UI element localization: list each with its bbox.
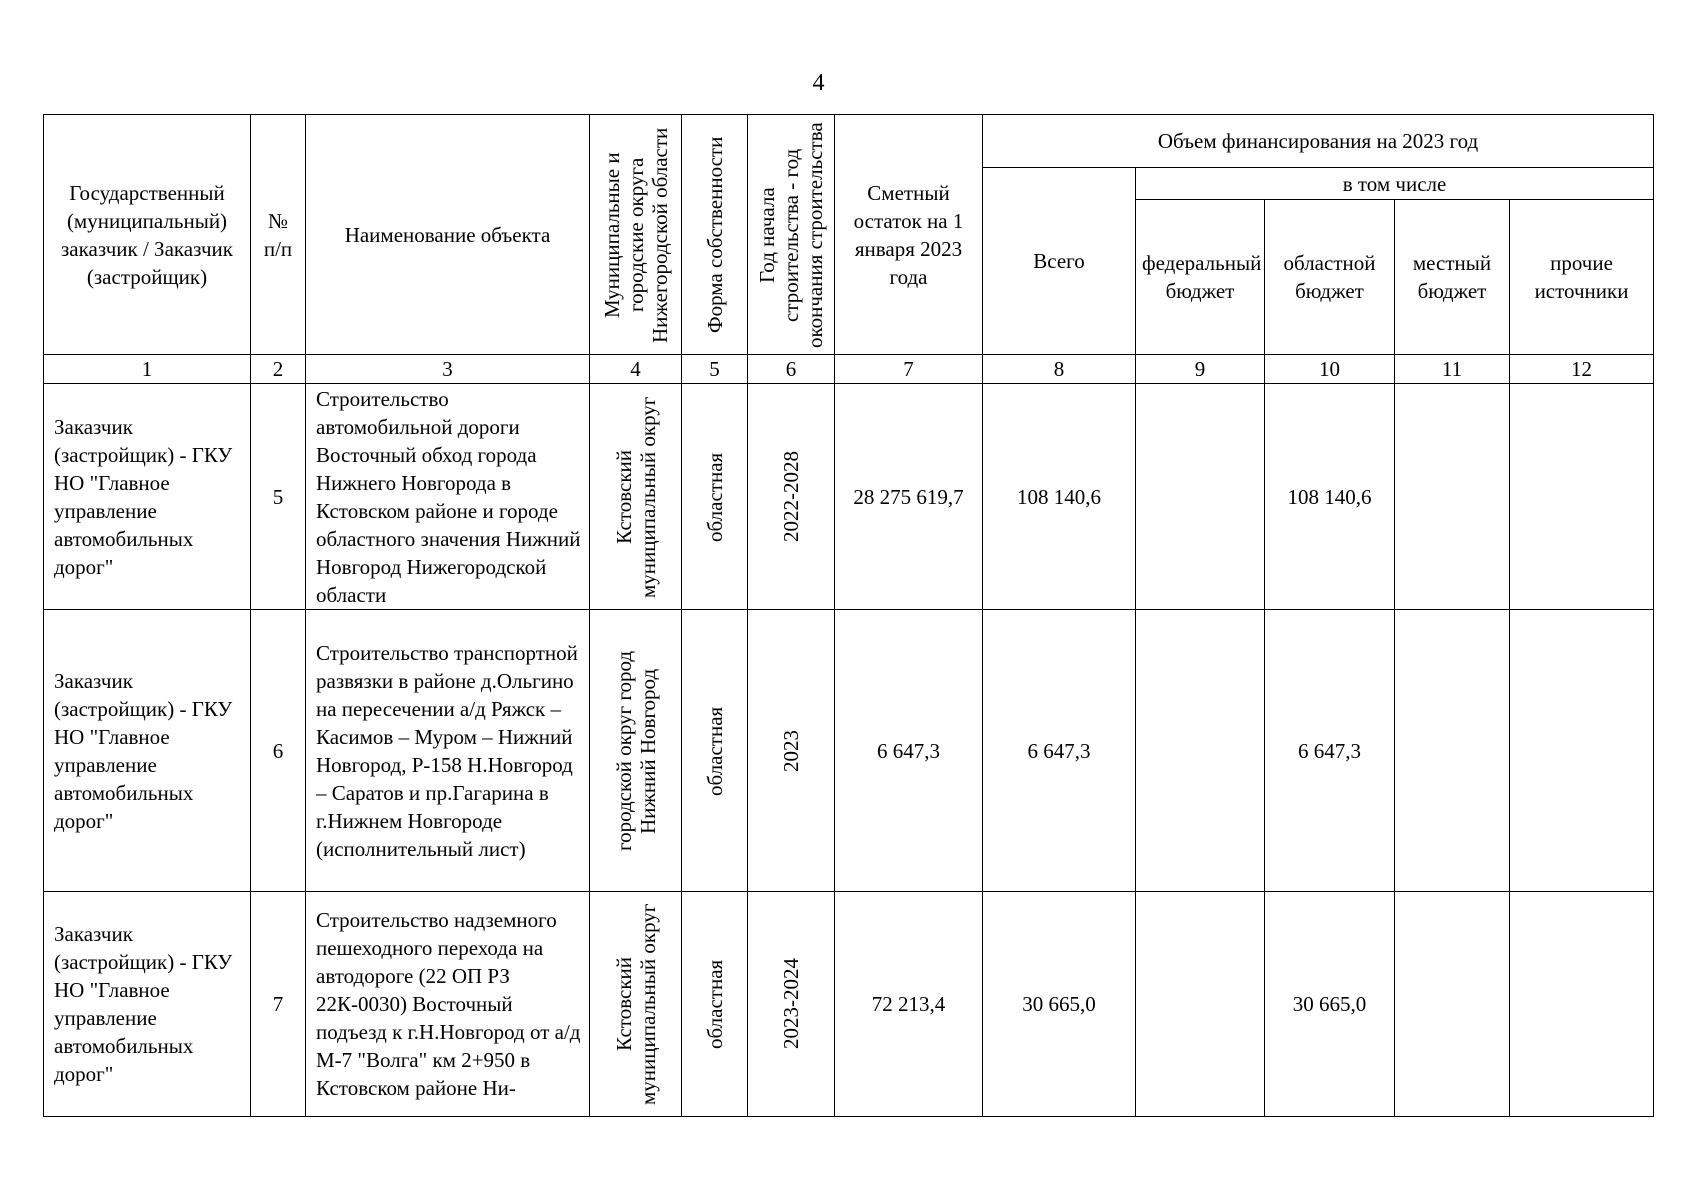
row-object-name: Строительство надземного пешеходного перехода на автодороге (22 ОП РЗ 22К-0030) Восточный подъезд к г.Н.Новгород от а/д М-7 "Волга" км 2+950 в Кстовском районе Ни- <box>306 892 590 1117</box>
column-number: 7 <box>835 355 983 384</box>
header-local: местный бюджет <box>1395 200 1510 355</box>
row-municipality <box>590 384 682 610</box>
header-municipality <box>590 115 682 355</box>
row-object-name: Строительство автомобильной дороги Восточный обход города Нижнего Новгорода в Кстовском районе и городе областного значения Нижний Новгород Нижегородской области <box>306 384 590 610</box>
table-row <box>44 610 1654 892</box>
header-ownership-label: Форма собственности <box>702 136 727 333</box>
row-ownership-label: областная <box>702 959 727 1049</box>
header-federal: федеральный бюджет <box>1136 200 1265 355</box>
row-object-name: Строительство транспортной развязки в районе д.Ольгино на пересечении а/д Ряжск – Касимов – Муром – Нижний Новгород, Р-158 Н.Новгород – Саратов и пр.Гагарина в г.Нижнем Новгороде (исполнительный лист) <box>306 610 590 892</box>
header-total: Всего <box>983 168 1136 355</box>
row-other <box>1510 384 1654 610</box>
header-including: в том числе <box>1136 168 1654 200</box>
header-estimate-balance: Сметный остаток на 1 января 2023 года <box>835 115 983 355</box>
row-municipality <box>590 610 682 892</box>
row-ownership <box>682 384 748 610</box>
row-years-label: 2023-2024 <box>779 958 803 1050</box>
column-number: 6 <box>748 355 835 384</box>
header-years <box>748 115 835 355</box>
row-number: 6 <box>251 610 306 892</box>
row-ownership-label: областная <box>702 451 727 542</box>
row-customer: Заказчик (застройщик) - ГКУ НО "Главное управление автомобильных дорог" <box>44 610 251 892</box>
row-federal <box>1136 610 1265 892</box>
row-total: 30 665,0 <box>983 892 1136 1117</box>
row-years-label: 2023 <box>779 729 803 772</box>
table-row <box>44 384 1654 610</box>
row-regional: 30 665,0 <box>1265 892 1395 1117</box>
column-number: 10 <box>1265 355 1395 384</box>
row-ownership-label: областная <box>702 705 727 796</box>
column-number: 5 <box>682 355 748 384</box>
row-local <box>1395 384 1510 610</box>
column-number: 2 <box>251 355 306 384</box>
column-number: 3 <box>306 355 590 384</box>
row-estimate-balance: 28 275 619,7 <box>835 384 983 610</box>
header-ownership <box>682 115 748 355</box>
row-local <box>1395 892 1510 1117</box>
row-years <box>748 610 835 892</box>
row-ownership <box>682 892 748 1117</box>
row-estimate-balance: 72 213,4 <box>835 892 983 1117</box>
column-numbers-row <box>44 355 1654 384</box>
row-number: 7 <box>251 892 306 1117</box>
row-other <box>1510 892 1654 1117</box>
column-number: 9 <box>1136 355 1265 384</box>
row-local <box>1395 610 1510 892</box>
row-ownership <box>682 610 748 892</box>
column-number: 11 <box>1395 355 1510 384</box>
table-row <box>44 892 1654 1117</box>
header-number: № п/п <box>251 115 306 355</box>
row-number: 5 <box>251 384 306 610</box>
column-number: 12 <box>1510 355 1654 384</box>
row-other <box>1510 610 1654 892</box>
row-estimate-balance: 6 647,3 <box>835 610 983 892</box>
row-customer: Заказчик (застройщик) - ГКУ НО "Главное управление автомобильных дорог" <box>44 384 251 610</box>
header-customer: Государственный (муниципальный) заказчик / Заказчик (застройщик) <box>44 115 251 355</box>
column-number: 8 <box>983 355 1136 384</box>
row-municipality <box>590 892 682 1117</box>
row-federal <box>1136 384 1265 610</box>
header-municipality-label: Муниципальные и городские округа Нижегородской области <box>599 126 672 343</box>
row-years <box>748 892 835 1117</box>
header-years-label: Год начала строительства - год окончания строительства <box>755 121 827 348</box>
row-customer: Заказчик (застройщик) - ГКУ НО "Главное управление автомобильных дорог" <box>44 892 251 1117</box>
header-regional: областной бюджет <box>1265 200 1395 355</box>
row-municipality-label: Кстовский муниципальный округ <box>611 903 660 1105</box>
page-number: 4 <box>812 70 825 96</box>
row-regional: 6 647,3 <box>1265 610 1395 892</box>
financing-table <box>43 114 1654 1117</box>
column-number: 4 <box>590 355 682 384</box>
header-financing-title: Объем финансирования на 2023 год <box>983 115 1654 168</box>
row-municipality-label: городской округ город Нижний Новгород <box>611 650 660 851</box>
row-regional: 108 140,6 <box>1265 384 1395 610</box>
row-years <box>748 384 835 610</box>
row-federal <box>1136 892 1265 1117</box>
row-total: 108 140,6 <box>983 384 1136 610</box>
column-number: 1 <box>44 355 251 384</box>
row-years-label: 2022-2028 <box>779 451 803 542</box>
header-other: прочие источники <box>1510 200 1654 355</box>
row-total: 6 647,3 <box>983 610 1136 892</box>
row-municipality-label: Кстовский муниципальный округ <box>611 395 660 598</box>
header-object-name: Наименование объекта <box>306 115 590 355</box>
